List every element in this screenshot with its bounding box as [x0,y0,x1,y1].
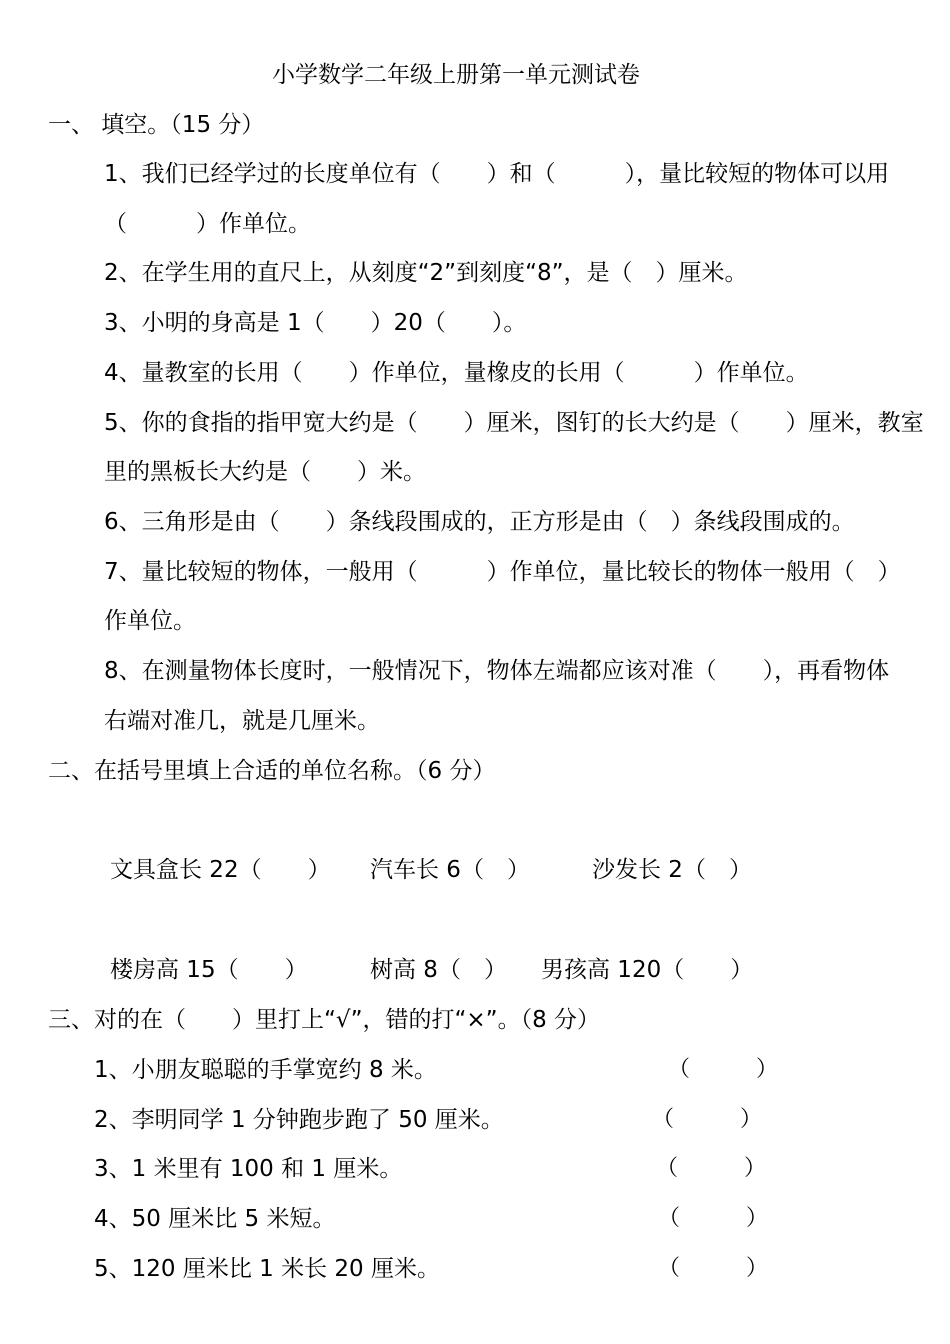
answer-brackets: （ ） [658,1256,769,1281]
question-line: 5、你的食指的指甲宽大约是（ ）厘米，图钉的长大约是（ ）厘米，教室 [104,410,924,436]
unit-item: 男孩高 120（ ） [541,957,754,983]
question-line: 7、量比较短的物体，一般用（ ）作单位，量比较长的物体一般用（ ） [104,559,901,585]
answer-brackets: （ ） [658,1206,769,1231]
unit-item: 树高 8（ ） [370,957,507,983]
question-line: 作单位。 [104,608,196,634]
judgment-item: 1、小朋友聪聪的手掌宽约 8 米。 [94,1057,437,1083]
section-2-heading: 二、在括号里填上合适的单位名称。（6 分） [48,758,496,784]
question-line: 3、小明的身高是 1（ ）20（ ）。 [104,310,527,336]
unit-item: 楼房高 15（ ） [110,957,308,983]
question-line: 右端对准几，就是几厘米。 [104,708,380,734]
section-3-heading: 三、对的在（ ）里打上“√”，错的打“×”。（8 分） [48,1007,601,1033]
judgment-item: 2、李明同学 1 分钟跑步跑了 50 厘米。 [94,1107,504,1133]
section-1-heading: 一、 填空。（15 分） [48,112,265,138]
unit-item: 沙发长 2（ ） [592,857,752,883]
page-title: 小学数学二年级上册第一单元测试卷 [272,62,640,88]
question-line: 1、我们已经学过的长度单位有（ ）和（ ），量比较短的物体可以用 [104,161,890,187]
judgment-item: 3、1 米里有 100 和 1 厘米。 [94,1156,403,1182]
unit-item: 文具盒长 22（ ） [110,857,331,883]
question-line: （ ）作单位。 [104,211,311,237]
answer-brackets: （ ） [656,1156,767,1181]
answer-brackets: （ ） [652,1107,763,1132]
judgment-item: 5、120 厘米比 1 米长 20 厘米。 [94,1256,440,1282]
question-line: 2、在学生用的直尺上，从刻度“2”到刻度“8”，是（ ）厘米。 [104,260,748,286]
question-line: 6、三角形是由（ ）条线段围成的，正方形是由（ ）条线段围成的。 [104,509,855,535]
unit-item: 汽车长 6（ ） [370,857,530,883]
question-line: 里的黑板长大约是（ ）米。 [104,459,426,485]
question-line: 8、在测量物体长度时，一般情况下，物体左端都应该对准（ ），再看物体 [104,658,890,684]
judgment-item: 4、50 厘米比 5 米短。 [94,1206,336,1232]
question-line: 4、量教室的长用（ ）作单位，量橡皮的长用（ ）作单位。 [104,360,809,386]
answer-brackets: （ ） [668,1057,779,1082]
